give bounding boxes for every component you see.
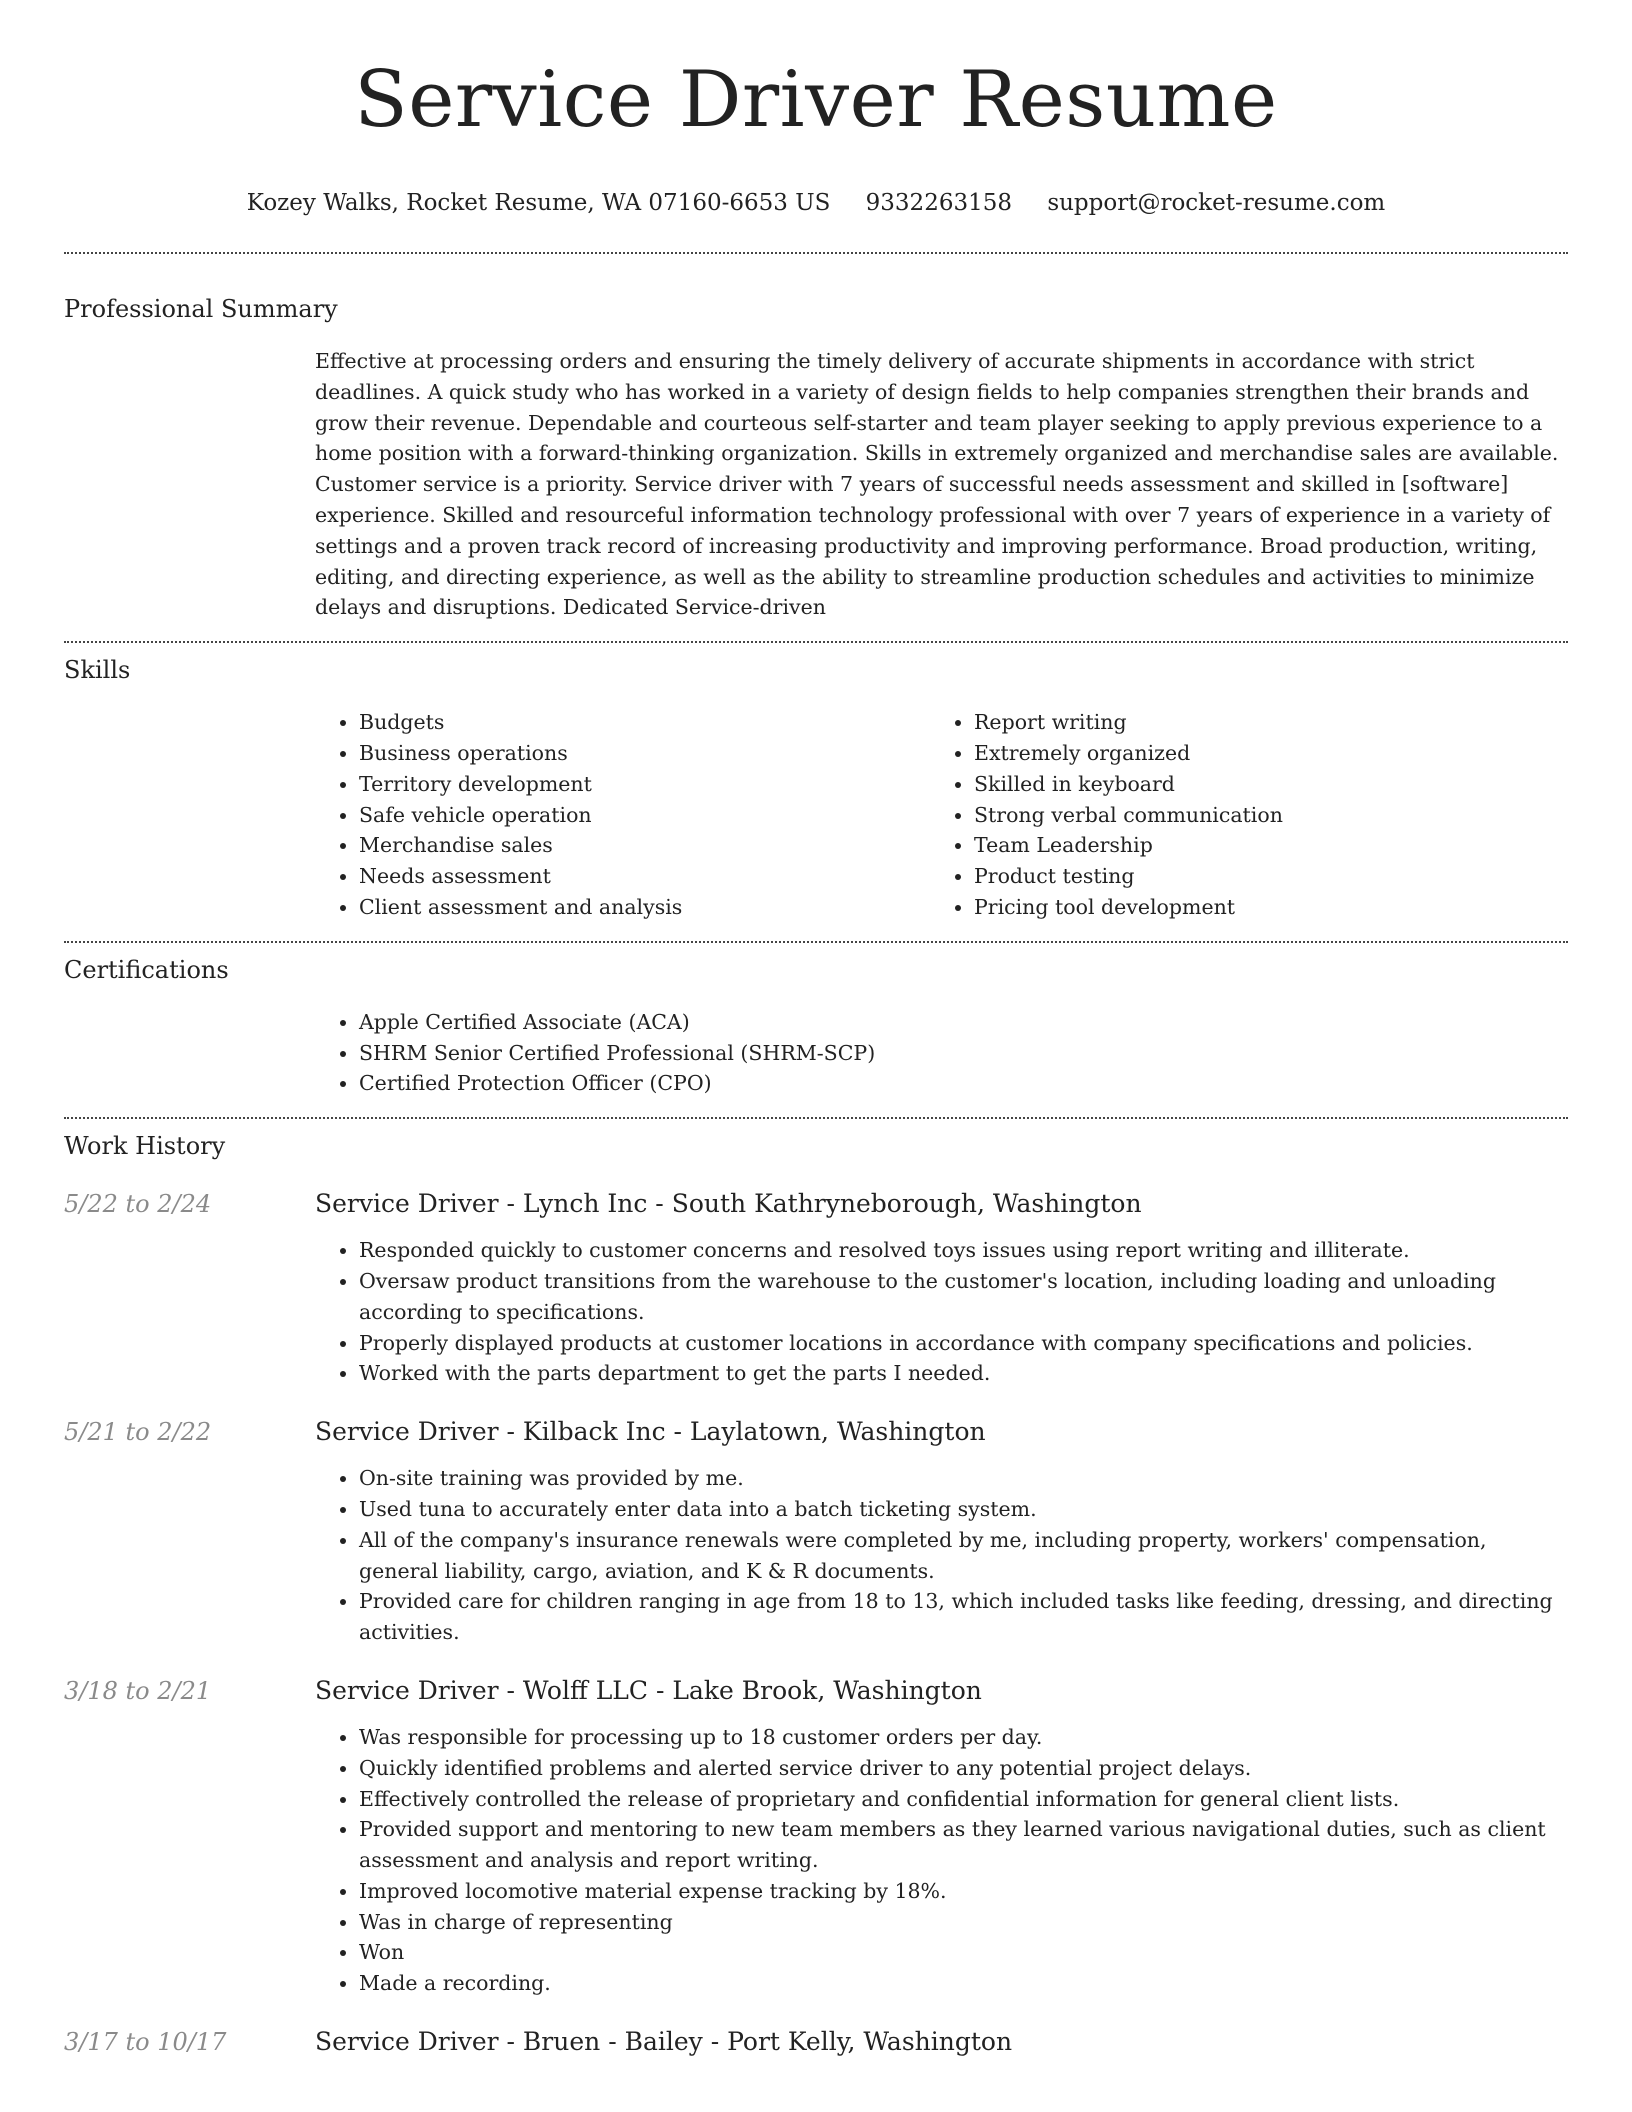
job-entry <box>64 1187 1568 1389</box>
job-dates: 5/21 to 2/22 <box>64 1418 212 1447</box>
job-entry <box>64 1674 1568 1999</box>
skill-item: • Needs assessment <box>359 861 930 892</box>
skills-list-left <box>315 707 930 923</box>
summary-section <box>64 294 1568 623</box>
job-bullet: • Oversaw product transitions from the warehouse to the customer's location, including loading and unloading according to specifications. <box>359 1266 1568 1328</box>
skill-item: • Territory development <box>359 769 930 800</box>
skill-item: • Client assessment and analysis <box>359 892 930 923</box>
resume-title: Service Driver Resume <box>354 55 1278 145</box>
skill-item: • Strong verbal communication <box>974 800 1545 831</box>
skill-item: • Business operations <box>359 738 930 769</box>
skill-item: • Skilled in keyboard <box>974 769 1545 800</box>
divider <box>64 252 1568 254</box>
divider <box>64 941 1568 943</box>
contact-address: Kozey Walks, Rocket Resume, WA 07160-6653 US <box>246 190 831 216</box>
job-bullet: • On-site training was provided by me. <box>359 1463 1568 1494</box>
job-bullet: • Won <box>359 1937 1568 1968</box>
job-bullet: • Responded quickly to customer concerns and resolved toys issues using report writing and illiterate. <box>359 1235 1568 1266</box>
job-bullet: • Properly displayed products at customer locations in accordance with company specifications and policies. <box>359 1328 1568 1359</box>
job-title: Service Driver - Wolff LLC - Lake Brook, Washington <box>315 1675 982 1705</box>
skill-item: • Safe vehicle operation <box>359 800 930 831</box>
job-bullet: • Effectively controlled the release of proprietary and confidential information for general client lists. <box>359 1784 1568 1815</box>
job-bullet: • Improved locomotive material expense tracking by 18%. <box>359 1876 1568 1907</box>
skills-heading: Skills <box>64 656 131 685</box>
certification-item: • Certified Protection Officer (CPO) <box>359 1068 1568 1099</box>
summary-text: Effective at processing orders and ensuring the timely delivery of accurate shipments in accordance with strict deadlines. A quick study who has worked in a variety of design fields to help companies strengthen their brands and grow their revenue. Dependable and courteous self-starter and team player seeking to apply previous experience to a home position with a forward-thinking organization. Skills in extremely organized and merchandise sales are available. Customer service is a priority. Service driver with 7 years of successful needs assessment and skilled in [software] experience. Skilled and resourceful information technology professional with over 7 years of experience in a variety of settings and a proven track record of increasing productivity and improving performance. Broad production, writing, editing, and directing experience, as well as the ability to streamline production schedules and activities to minimize delays and disruptions. Dedicated Service-driven <box>315 349 1559 620</box>
job-title: Service Driver - Kilback Inc - Laylatown, Washington <box>315 1417 986 1447</box>
job-title: Service Driver - Bruen - Bailey - Port Kelly, Washington <box>315 2027 1013 2057</box>
job-entry <box>64 1415 1568 1648</box>
job-header <box>64 1415 1568 1449</box>
resume-page <box>64 0 1568 2085</box>
skills-content <box>315 707 1568 923</box>
certifications-heading: Certifications <box>64 955 229 984</box>
skill-item: • Merchandise sales <box>359 830 930 861</box>
contact-line <box>64 188 1568 218</box>
certifications-section <box>64 955 1568 1099</box>
skills-list-right <box>930 707 1545 923</box>
contact-phone: 9332263158 <box>865 190 1012 216</box>
job-header <box>64 1674 1568 1708</box>
job-dates: 5/22 to 2/24 <box>64 1190 212 1219</box>
work-history-section <box>64 1131 1568 2059</box>
skill-item: • Pricing tool development <box>974 892 1545 923</box>
skill-item: • Extremely organized <box>974 738 1545 769</box>
certifications-list <box>315 1007 1568 1099</box>
job-title: Service Driver - Lynch Inc - South Kathryneborough, Washington <box>315 1189 1142 1219</box>
job-bullets <box>315 1722 1568 1999</box>
certifications-content <box>315 1007 1568 1099</box>
job-entry <box>64 2025 1568 2059</box>
certification-item: • SHRM Senior Certified Professional (SHRM-SCP) <box>359 1038 1568 1069</box>
summary-content <box>315 346 1568 623</box>
job-bullet: • Worked with the parts department to get the parts I needed. <box>359 1358 1568 1389</box>
job-bullet: • Quickly identified problems and alerted service driver to any potential project delays. <box>359 1753 1568 1784</box>
certification-item: • Apple Certified Associate (ACA) <box>359 1007 1568 1038</box>
job-bullet: • Made a recording. <box>359 1968 1568 1999</box>
job-bullets <box>315 1235 1568 1389</box>
summary-heading: Professional Summary <box>64 295 338 323</box>
job-bullet: • Provided support and mentoring to new team members as they learned various navigational duties, such as client assessment and analysis and report writing. <box>359 1814 1568 1876</box>
skills-section <box>64 655 1568 923</box>
job-bullet: • Provided care for children ranging in age from 18 to 13, which included tasks like feeding, dressing, and directing activities. <box>359 1586 1568 1648</box>
job-bullet: • Was responsible for processing up to 18 customer orders per day. <box>359 1722 1568 1753</box>
work-history-heading: Work History <box>64 1132 226 1161</box>
job-bullet: • Was in charge of representing <box>359 1907 1568 1938</box>
skill-item: • Budgets <box>359 707 930 738</box>
skill-item: • Product testing <box>974 861 1545 892</box>
job-header <box>64 1187 1568 1221</box>
job-bullets <box>315 1463 1568 1648</box>
divider <box>64 641 1568 643</box>
job-bullet: • All of the company's insurance renewals were completed by me, including property, workers' compensation, general liability, cargo, aviation, and K & R documents. <box>359 1525 1568 1587</box>
jobs-container <box>64 1187 1568 2059</box>
job-bullet: • Used tuna to accurately enter data into a batch ticketing system. <box>359 1494 1568 1525</box>
job-dates: 3/17 to 10/17 <box>64 2028 227 2057</box>
job-header <box>64 2025 1568 2059</box>
skill-item: • Team Leadership <box>974 830 1545 861</box>
contact-email: support@rocket-resume.com <box>1047 190 1386 216</box>
job-dates: 3/18 to 2/21 <box>64 1676 212 1705</box>
skill-item: • Report writing <box>974 707 1545 738</box>
divider <box>64 1117 1568 1119</box>
